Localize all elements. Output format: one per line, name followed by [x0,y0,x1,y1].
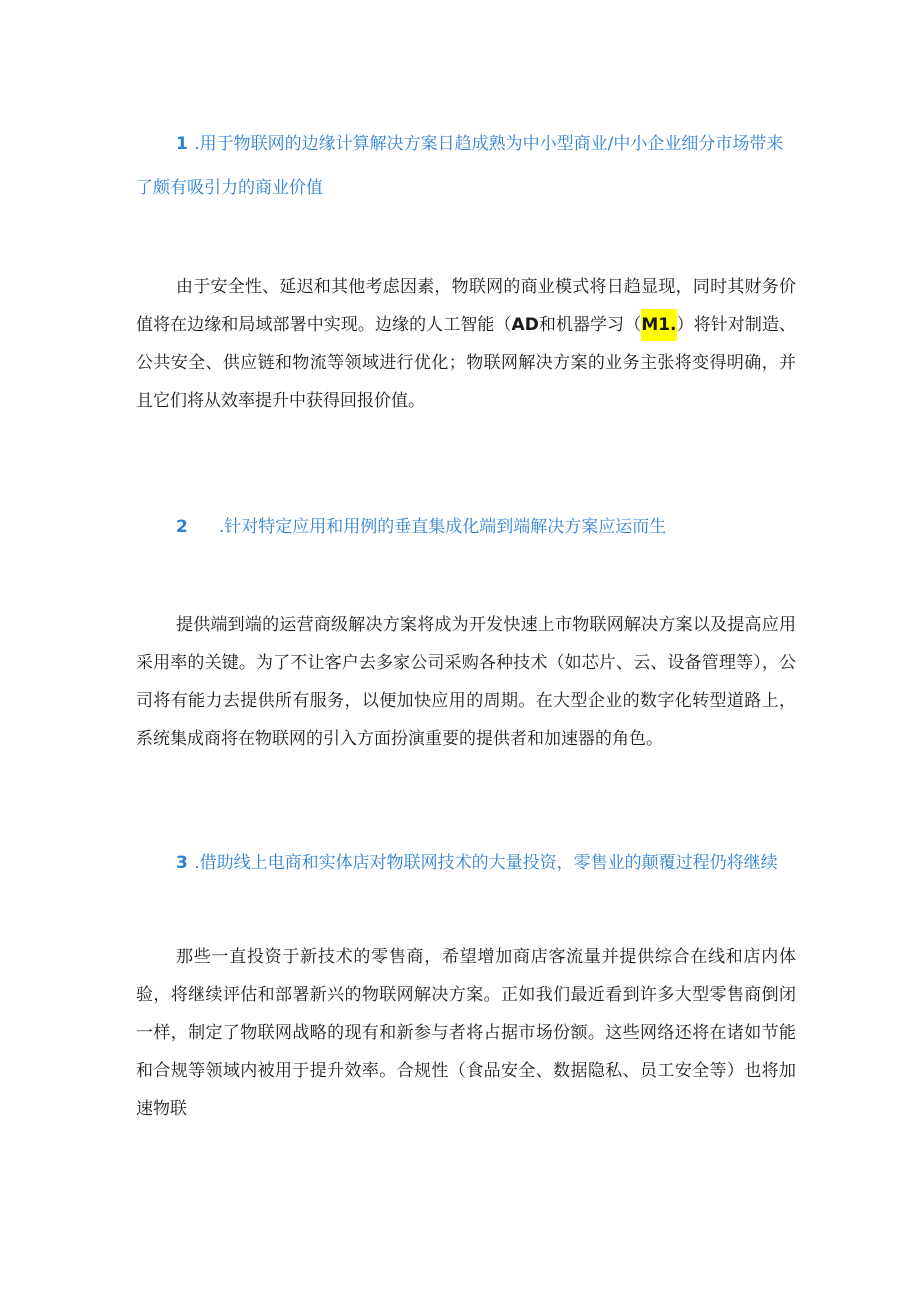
section-3-paragraph: 那些一直投资于新技术的零售商，希望增加商店客流量并提供综合在线和店内体验，将继续评估和部署新兴的物联网解决方案。正如我们最近看到许多大型零售商倒闭一样，制定了物联网战略的现有和新参与者将占据市场份额。这些网络还将在诸如节能和合规等领域内被用于提升效率。合规性（食品安全、数据隐私、员工安全等）也将加速物联 [136,947,796,1119]
section-1-text-part3: ）将针对制造、公共安全、供应链和物流等领域进行优化；物联网解决方案的业务主张将变得明确，并且它们将从效率提升中获得回报价值。 [136,315,797,411]
section-1-title: .用于物联网的边缘计算解决方案日趋成熟为中小型商业/中小企业细分市场带来了颇有吸引力的商业价值 [136,134,784,198]
section-1-text-part1: 由于安全性、延迟和其他考虑因素，物联网的商业模式将日趋显现，同时其财务价值将在边缘和局域部署中实现。边缘的人工智能（ [136,277,796,335]
section-2-heading [176,505,796,549]
section-2-number: 2 [176,517,189,537]
section-3-number: 3 [176,853,189,873]
section-1-heading [136,122,796,210]
section-1-text-bold-ai: AD [511,315,539,335]
section-2-title: .针对特定应用和用例的垂直集成化端到端解决方案应运而生 [218,517,667,537]
section-2-paragraph: 提供端到端的运营商级解决方案将成为开发快速上市物联网解决方案以及提高应用采用率的关键。为了不让客户去多家公司采购各种技术（如芯片、云、设备管理等），公司将有能力去提供所有服务，以便加快应用的周期。在大型企业的数字化转型道路上，系统集成商将在物联网的引入方面扮演重要的提供者和加速器的角色。 [136,615,796,749]
section-3-title: .借助线上电商和实体店对物联网技术的大量投资，零售业的颠覆过程仍将继续 [194,853,778,873]
section-1-highlight-ml: M1. [641,309,676,341]
section-1-number: 1 [176,134,189,154]
section-3-heading [176,841,796,885]
section-1-text-part2: 和机器学习（ [538,315,642,335]
section-1-paragraph [136,268,796,420]
